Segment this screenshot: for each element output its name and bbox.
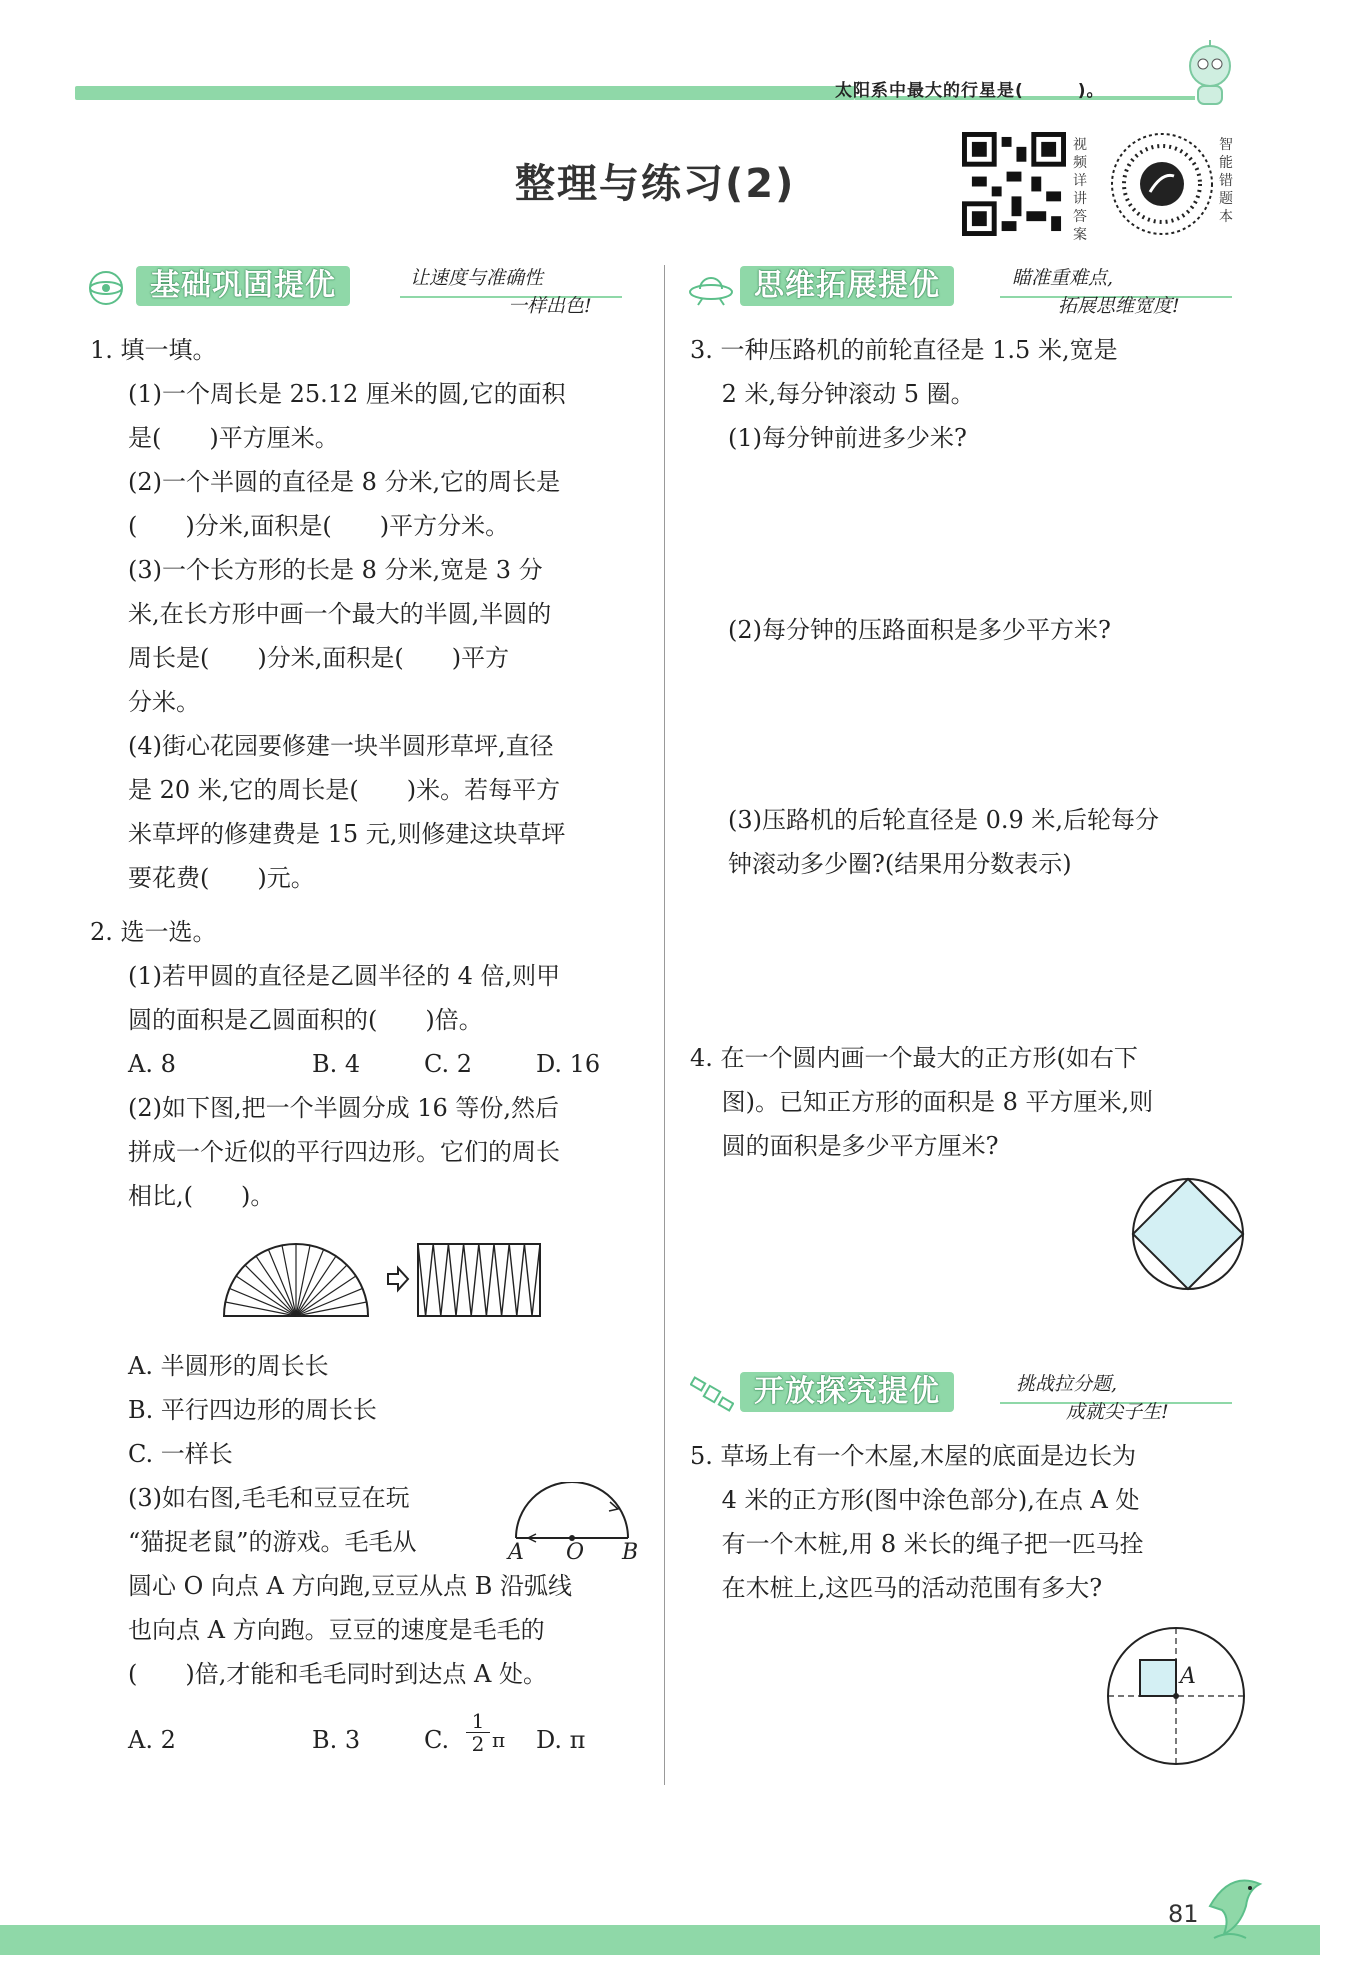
satellite-icon [690, 1374, 734, 1414]
q5-line: 5. 草场上有一个木屋,木屋的底面是边长为 [690, 1442, 1137, 1470]
q2-line: (3)如右图,毛毛和豆豆在玩 [128, 1484, 410, 1512]
q2-heading: 2. 选一选。 [90, 918, 217, 946]
q4-line: 4. 在一个圆内画一个最大的正方形(如右下 [690, 1044, 1138, 1072]
q5-figure-label-a: A [1180, 1664, 1196, 1689]
section-open-title: 开放探究提优 [740, 1372, 954, 1412]
ufo-icon [688, 270, 734, 306]
q1-line: (3)一个长方形的长是 8 分米,宽是 3 分 [128, 556, 543, 584]
q2-line: 拼成一个近似的平行四边形。它们的周长 [128, 1138, 560, 1166]
section-basic-slogan-2: 一样出色! [508, 295, 592, 317]
q2-2-option: A. 半圆形的周长长 [128, 1352, 329, 1380]
figure-label-a: A [508, 1540, 524, 1565]
q1-line: (1)一个周长是 25.12 厘米的圆,它的面积 [128, 380, 566, 408]
section-thinking-title: 思维拓展提优 [740, 266, 954, 306]
trivia-question: 太阳系中最大的行星是( )。 [835, 81, 1105, 101]
q1-line: (4)街心花园要修建一块半圆形草坪,直径 [128, 732, 554, 760]
q2-3-option-d: D. π [536, 1726, 586, 1754]
square-in-circle-figure [1130, 1176, 1246, 1292]
q3-stem [690, 328, 1250, 416]
q2-line: (2)如下图,把一个半圆分成 16 等份,然后 [128, 1094, 560, 1122]
page-title: 整理与练习(2) [515, 161, 796, 207]
q1-line: 米草坪的修建费是 15 元,则修建这块草坪 [128, 820, 566, 848]
horse-range-figure [1104, 1624, 1248, 1768]
q1-line: ( )分米,面积是( )平方分米。 [128, 512, 510, 540]
q3-part1: (1)每分钟前进多少米? [728, 424, 967, 452]
q2-line: ( )倍,才能和毛毛同时到达点 A 处。 [128, 1660, 547, 1688]
fraction-numerator: 1 [466, 1710, 490, 1733]
section-basic-slogan-1: 让速度与准确性 [410, 267, 544, 289]
q2-1-option-b: B. 4 [312, 1050, 361, 1078]
q5-line: 4 米的正方形(图中涂色部分),在点 A 处 [690, 1486, 1140, 1514]
q2-line: “猫捉老鼠”的游戏。毛毛从 [128, 1528, 417, 1556]
q1-line: 周长是( )分米,面积是( )平方 [128, 644, 510, 672]
section-open-slogan-2: 成就尖子生! [1066, 1401, 1169, 1423]
q3-part3 [728, 798, 1248, 886]
q3-line: 2 米,每分钟滚动 5 圈。 [690, 380, 975, 408]
q2-3-option-c-pi: π [492, 1728, 506, 1752]
figure-label-b: B [622, 1540, 639, 1565]
q1-line: 要花费( )元。 [128, 864, 315, 892]
q2-3-option-b: B. 3 [312, 1726, 361, 1754]
q3-line: 钟滚动多少圈?(结果用分数表示) [728, 850, 1072, 878]
section-basic-title: 基础巩固提优 [136, 266, 350, 306]
q2-3-option-a: A. 2 [128, 1726, 176, 1754]
top-decor-bar [75, 86, 855, 100]
figure-label-o: O [566, 1540, 585, 1565]
atom-icon [86, 268, 126, 308]
q1-line: 是 20 米,它的周长是( )米。若每平方 [128, 776, 561, 804]
fraction-denominator: 2 [471, 1732, 485, 1756]
q3-part2: (2)每分钟的压路面积是多少平方米? [728, 616, 1111, 644]
q2-part2-options [128, 1344, 648, 1476]
q1-line: 米,在长方形中画一个最大的半圆,半圆的 [128, 600, 552, 628]
section-thinking-slogan-1: 瞄准重难点, [1012, 267, 1114, 289]
q1-line: (2)一个半圆的直径是 8 分米,它的周长是 [128, 468, 561, 496]
q5-line: 在木桩上,这匹马的活动范围有多大? [690, 1574, 1103, 1602]
q1-line: 是( )平方厘米。 [128, 424, 339, 452]
q2-3-option-c: C. [424, 1726, 450, 1754]
q5-line: 有一个木桩,用 8 米长的绳子把一匹马拴 [690, 1530, 1144, 1558]
semicircle-parallelogram-figure [222, 1240, 552, 1320]
dolphin-mascot-icon [1200, 1866, 1270, 1946]
q4-stem [690, 1036, 1250, 1168]
q2-3-option-c-fraction [466, 1710, 490, 1755]
arrow-right-icon [388, 1268, 408, 1290]
q1-body [128, 372, 648, 900]
q2-2-option: B. 平行四边形的周长长 [128, 1396, 377, 1424]
q2-line: 圆心 O 向点 A 方向跑,豆豆从点 B 沿弧线 [128, 1572, 573, 1600]
column-divider [664, 265, 665, 1785]
q3-line: 3. 一种压路机的前轮直径是 1.5 米,宽是 [690, 336, 1118, 364]
q2-1-option-d: D. 16 [536, 1050, 601, 1078]
qr-code-mistakes-icon[interactable] [1110, 132, 1214, 236]
q2-2-option: C. 一样长 [128, 1440, 233, 1468]
q2-line: 圆的面积是乙圆面积的( )倍。 [128, 1006, 483, 1034]
q2-part1 [128, 954, 648, 1042]
section-thinking-slogan-2: 拓展思维宽度! [1058, 295, 1180, 317]
q5-stem [690, 1434, 1250, 1610]
q1-line: 分米。 [128, 688, 200, 716]
q4-line: 圆的面积是多少平方厘米? [690, 1132, 999, 1160]
q2-line: (1)若甲圆的直径是乙圆半径的 4 倍,则甲 [128, 962, 561, 990]
q2-1-option-a: A. 8 [128, 1050, 176, 1078]
section-open-slogan-1: 挑战拉分题, [1016, 1373, 1118, 1395]
q1-heading: 1. 填一填。 [90, 336, 217, 364]
q2-1-option-c: C. 2 [424, 1050, 473, 1078]
robot-mascot-icon [1180, 38, 1240, 108]
q2-part2 [128, 1086, 648, 1218]
qr-video-label: 视频详讲答案 [1073, 137, 1087, 243]
q2-line: 相比,( )。 [128, 1182, 275, 1210]
bottom-decor-bar [0, 1925, 1320, 1955]
q4-line: 图)。已知正方形的面积是 8 平方厘米,则 [690, 1088, 1154, 1116]
q3-line: (3)压路机的后轮直径是 0.9 米,后轮每分 [728, 806, 1160, 834]
qr-code-video-icon[interactable] [962, 132, 1066, 236]
qr-mistakes-label: 智能错题本 [1219, 137, 1233, 225]
q2-line: 也向点 A 方向跑。豆豆的速度是毛毛的 [128, 1616, 545, 1644]
page-number: 81 [1168, 1900, 1199, 1928]
